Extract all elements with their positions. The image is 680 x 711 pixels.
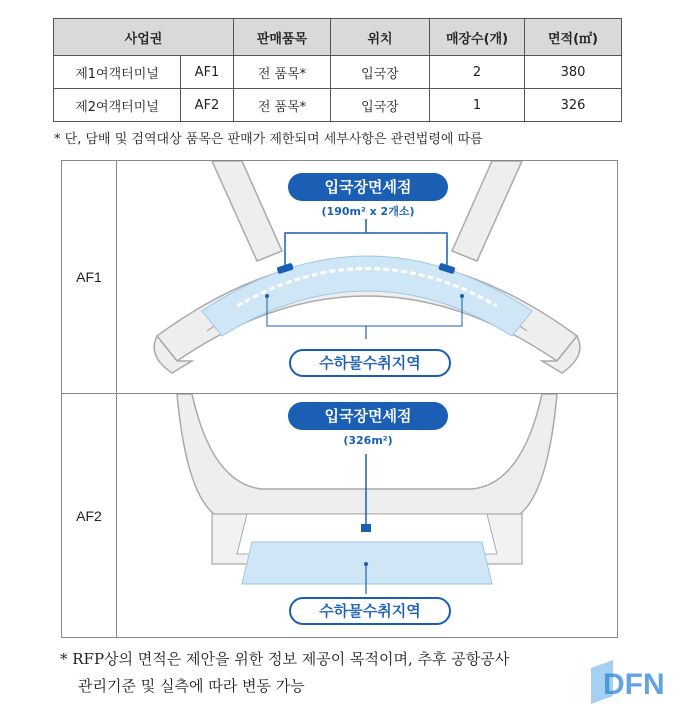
cell-terminal: 제2여객터미널 bbox=[54, 89, 181, 122]
af1-floor-plan bbox=[117, 161, 617, 393]
cell-location: 입국장 bbox=[331, 89, 430, 122]
table-footnote: * 단, 담배 및 검역대상 품목은 판매가 제한되며 세부사항은 관련법령에 따름 bbox=[54, 132, 483, 147]
af1-row bbox=[62, 161, 617, 394]
cell-area: 326 bbox=[525, 89, 622, 122]
svg-text:DFN: DFN bbox=[603, 668, 665, 701]
af2-baggage-label: 수하물수취지역 bbox=[289, 597, 451, 625]
cell-store-count: 1 bbox=[430, 89, 525, 122]
af1-store-title: 입국장면세점 bbox=[288, 173, 448, 201]
cell-terminal: 제1여객터미널 bbox=[54, 56, 181, 89]
table-header-row bbox=[54, 19, 622, 56]
store-table bbox=[53, 18, 622, 122]
cell-code: AF1 bbox=[181, 56, 234, 89]
table-row bbox=[54, 89, 622, 122]
dfn-watermark-logo bbox=[583, 656, 671, 704]
header-items: 판매품목 bbox=[234, 19, 331, 56]
af2-label: AF2 bbox=[62, 394, 117, 637]
af1-label: AF1 bbox=[62, 161, 117, 393]
af2-floor-plan bbox=[117, 394, 617, 637]
cell-location: 입국장 bbox=[331, 56, 430, 89]
cell-items: 전 품목* bbox=[234, 89, 331, 122]
af1-baggage-label: 수하물수취지역 bbox=[289, 349, 451, 377]
af2-store-title: 입국장면세점 bbox=[288, 402, 448, 430]
area-footnote-line2: 관리기준 및 실측에 따라 변동 가능 bbox=[78, 677, 305, 695]
cell-code: AF2 bbox=[181, 89, 234, 122]
af1-store-sub: (190m² x 2개소) bbox=[321, 205, 415, 218]
header-location: 위치 bbox=[331, 19, 430, 56]
af2-row bbox=[62, 394, 617, 637]
area-footnote bbox=[60, 646, 509, 700]
area-footnote-line1: * RFP상의 면적은 제안을 위한 정보 제공이 목적이며, 추후 공항공사 bbox=[60, 650, 510, 668]
header-area: 면적(㎡) bbox=[525, 19, 622, 56]
floor-plan-diagram bbox=[61, 160, 618, 638]
cell-items: 전 품목* bbox=[234, 56, 331, 89]
cell-area: 380 bbox=[525, 56, 622, 89]
table-row bbox=[54, 56, 622, 89]
cell-store-count: 2 bbox=[430, 56, 525, 89]
header-store-count: 매장수(개) bbox=[430, 19, 525, 56]
af2-store-sub: (326m²) bbox=[343, 434, 393, 447]
header-business-area: 사업권 bbox=[54, 19, 234, 56]
